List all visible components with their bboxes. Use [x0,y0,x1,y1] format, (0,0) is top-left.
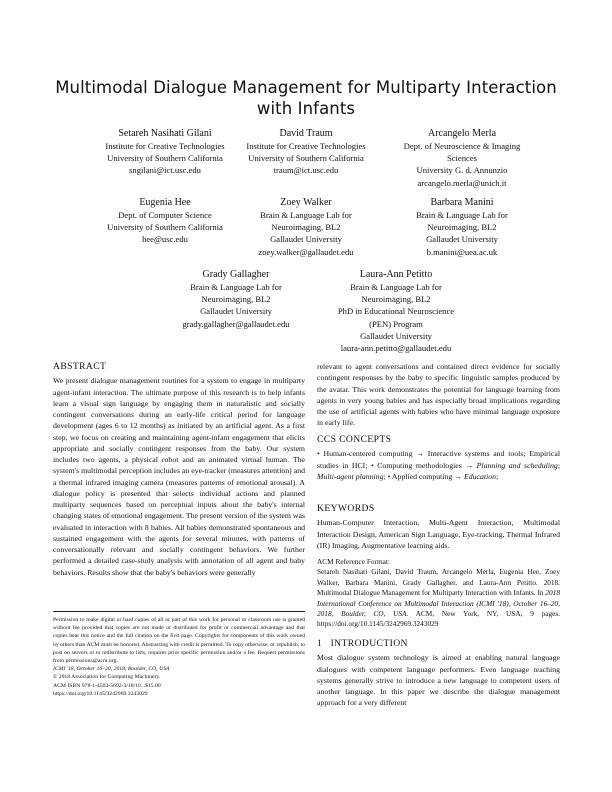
reference-heading: ACM Reference Format: [317,557,390,566]
ccs-part: ; [496,471,499,481]
author-affiliation: Sciences [446,153,478,164]
author-affiliation: (PEN) Program [369,318,423,329]
doi-link[interactable]: https://doi.org/10.1145/3242969.3243029 [53,690,148,697]
author-name: Zoey Walker [280,197,332,208]
abstract-section [53,361,305,578]
author-affiliation: Neuroimaging, BL2 [201,294,271,305]
keywords-heading: KEYWORDS [317,503,375,514]
author-email: laura-ann.petitto@gallaudet.edu [340,343,452,354]
reference-text [317,567,560,629]
ccs-part: ; [557,460,560,470]
author-affiliation: Gallaudet University [426,234,498,245]
author-affiliation: Brain & Language Lab for [190,282,282,292]
author-name: David Traum [279,128,333,139]
author-email: traum@ict.usc.edu [273,165,339,176]
author-affiliation: Gallaudet University [200,306,272,317]
author-affiliation: Institute for Creative Technologies [246,141,366,151]
author-affiliation: Neuroimaging, BL2 [271,222,341,233]
abstract-heading: ABSTRACT [53,361,107,372]
author-email: zoey.walker@gallaudet.edu [258,246,354,257]
introduction-heading: 1 INTRODUCTION [317,638,408,649]
author-affiliation: University G. d. Annunzio [416,165,508,176]
keywords-text: Human-Computer Interaction, Multi-Agent Interaction, Multimodal Interaction Design, American Sign Language, Eye-tracking, Thermal Infrared (IR) Imaging, Augmentative learning aids. [317,518,560,550]
ccs-part: ; • Applied computing → [383,471,464,481]
author-affiliation: University of Southern California [248,153,364,164]
author-block [216,196,396,258]
author-name: Barbara Manini [430,197,494,208]
permission-text: Permission to make digital or hard copies of all or part of this work for personal or classroom use is granted without fee provided that copies are not made or distributed for profit or commercial advantage and that copies bear this notice and the full citation on the first page. Copyrights for components of this work owned by others than ACM must be honored. Abstracting with credit is permitted. To copy otherwise, or republish, to post on servers or to redistribute to lists, requires prior specific permission and/or a fee. Request permissions from permissions@acm.org. [53,617,305,665]
author-affiliation: Neuroimaging, BL2 [361,294,431,305]
isbn-line: ACM ISBN 978-1-4503-5692-3/18/10...$15.00 [53,682,161,689]
ccs-part: Planning and scheduling [476,460,558,470]
author-block [372,196,552,258]
author-email: grady.gallagher@gallaudet.edu [182,318,290,329]
ccs-part: Multi-agent planning [317,471,384,481]
author-affiliation: Neuroimaging, BL2 [427,222,497,233]
author-affiliation: Brain & Language Lab for [350,282,442,292]
author-name: Grady Gallagher [202,269,270,280]
author-affiliation: Gallaudet University [270,234,342,245]
author-block [372,127,552,189]
author-affiliation: Brain & Language Lab for [260,210,352,220]
author-email: sngilani@ict.usc.edu [129,165,201,176]
author-affiliation: Brain & Language Lab for [416,210,508,220]
permission-notice [53,616,305,698]
abstract-continued [317,361,560,429]
reference-venue: 2018 International Conference on Multimodal Interaction (ICMI '18), October 16–20, 2018, Boulder, CO, USA. [317,588,560,619]
ccs-section [317,434,560,482]
ccs-part: Education [463,471,497,481]
conference-line: ICMI '18, October 16–20, 2018, Boulder, CO, USA [53,666,170,673]
reference-part: Setareh Nasihati Gilani, David Traum, Arcangelo Merla, Eugenia Hee, Zoey Walker, Barbara Manini, Grady Gallagher, and Laura-Ann Petitto. 2018. Multimodal Dialogue Management for Multiparty Interaction with Infants. In [317,567,560,598]
author-affiliation: Institute for Creative Technologies [105,141,225,151]
author-affiliation: University of Southern California [107,222,223,233]
author-affiliation: PhD in Educational Neuroscience [337,306,455,317]
paper-title: Multimodal Dialogue Management for Multiparty Interaction with Infants [55,78,557,118]
author-affiliation: Gallaudet University [360,330,432,341]
author-affiliation: Dept. of Computer Science [118,210,212,220]
ccs-text [317,448,560,482]
introduction-section [317,638,560,709]
footnote-divider [53,611,305,612]
introduction-text: Most dialogue system technology is aimed at enabling natural language dialogues with competent language performers. Even language teaching systems generally strive to introduce a new language to competent users of another language. In this paper we describe the dialogue management approach for a very different [317,653,560,708]
author-name: Arcangelo Merla [427,128,497,139]
reference-section [317,557,560,630]
abstract-text-continued: relevant to agent conversations and contained direct evidence for socially contingent responses by the baby to specific linguistic samples produced by the avatar. This work demonstrates the potential for language learning from agents in very young babies and has especially broad implications regarding the use of artificial agents with babies who have minimal language exposure in early life. [317,362,560,428]
author-block [146,268,326,330]
ccs-part: • Human-centered computing → Interactive systems and tools; Empirical studies in HCI; • Computing methodologies → [317,449,560,470]
author-email: b.manini@uea.ac.uk [426,246,498,257]
author-name: Laura-Ann Petitto [359,269,433,280]
keywords-section [317,503,560,551]
author-block [216,127,396,177]
author-email: arcangelo.merla@unich.it [417,177,507,188]
copyright-line: © 2018 Association for Computing Machinery. [53,674,161,681]
author-affiliation: Dept. of Neuroscience & Imaging [403,141,521,151]
abstract-text: We present dialogue management routines for a system to engage in multiparty agent-infant interaction. The ultimate purpose of this research is to help infants learn a visual sign language by engaging them in naturalistic and socially contingent conversations during an early-life critical period for language development (ages 6 to 12 months) as initiated by an artificial agent. As a first step, we focus on creating and maintaining agent-infant engagement that elicits appropriate and socially contingent responses from the baby. Our system includes two agents, a physical robot and an animated virtual human. The system's multimodal perception includes an eye-tracker (measures attention) and a thermal infrared imaging camera (measures patterns of emotional arousal). A dialogue policy is presented that selects individual actions and planned multiparty sequences based on perceptual inputs about the baby's internal changing states of emotional engagement. The present version of the system was evaluated in interaction with 8 babies. All babies demonstrated spontaneous and sustained engagement with the agents for several minutes, with patterns of conversationally relevant and socially contingent behaviors. We further performed a detailed case-study analysis with annotation of all agent and baby behaviors. Results show that the baby's behaviors were generally [53,376,305,577]
ccs-heading: CCS CONCEPTS [317,434,392,445]
author-email: hee@usc.edu [142,234,188,245]
reference-part: ACM, New York, NY, USA, 9 pages. https://doi.org/10.1145/3242969.3243029 [317,609,561,629]
author-affiliation: University of Southern California [107,153,223,164]
author-name: Setareh Nasihati Gilani [118,128,212,139]
author-name: Eugenia Hee [139,197,191,208]
author-block [306,268,486,354]
